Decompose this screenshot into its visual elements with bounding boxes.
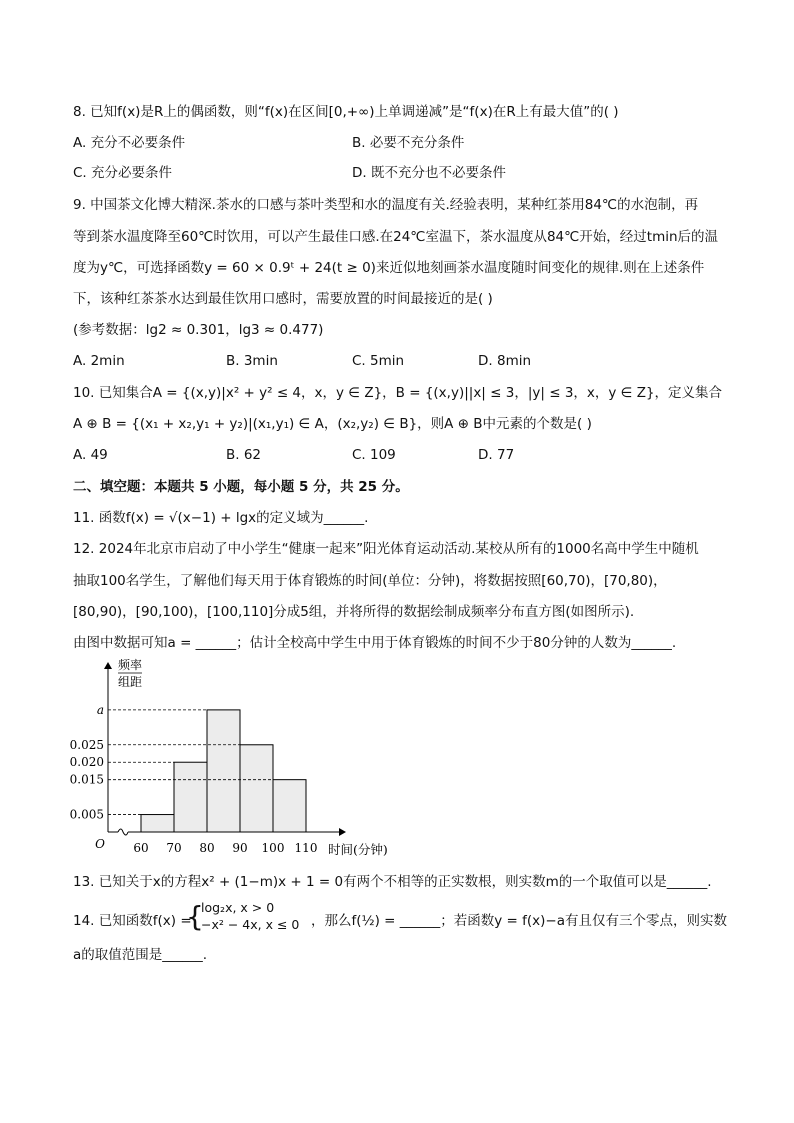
q9-option-d: D. 8min xyxy=(478,353,532,369)
q9-line-4: 下，该种红茶茶水达到最佳饮用口感时，需要放置的时间最接近的是( ) xyxy=(73,291,493,307)
histogram-bar xyxy=(141,815,174,832)
q12-line-4: 由图中数据可知a = ______；估计全校高中学生中用于体育锻炼的时间不少于80分钟的人数为______. xyxy=(73,635,677,651)
q9-line-3: 度为y℃，可选择函数y = 60 × 0.9ᵗ + 24(t ≥ 0)来近似地刻画茶水温度随时间变化的规律.则在上述条件 xyxy=(73,260,705,276)
origin-label: O xyxy=(95,837,105,851)
histogram-bar xyxy=(174,762,207,832)
q14-case-2: −x² − 4x, x ≤ 0 xyxy=(201,917,300,932)
y-axis-label-top: 频率 xyxy=(117,658,143,672)
q10-option-d: D. 77 xyxy=(478,447,515,463)
q14-suffix: ，那么f(½) = ______；若函数y = f(x)−a有且仅有三个零点，则实数 xyxy=(311,913,728,929)
q10-option-c: C. 109 xyxy=(352,447,396,463)
q14-piecewise-brace: { xyxy=(186,900,204,933)
q8-option-d: D. 既不充分也不必要条件 xyxy=(352,165,506,181)
q8-option-c: C. 充分必要条件 xyxy=(73,165,173,181)
q8-option-b: B. 必要不充分条件 xyxy=(352,135,465,151)
q9-option-a: A. 2min xyxy=(73,353,125,369)
q9-line-2: 等到茶水温度降至60℃时饮用，可以产生最佳口感.在24℃室温下，茶水温度从84℃开始，经过tmin后的温 xyxy=(73,229,719,245)
q10-option-a: A. 49 xyxy=(73,447,108,463)
q8-option-a: A. 充分不必要条件 xyxy=(73,135,186,151)
x-tick-label: 110 xyxy=(294,841,318,855)
x-tick-label: 70 xyxy=(166,841,182,855)
y-tick-label: 0.005 xyxy=(69,807,104,822)
x-tick-label: 90 xyxy=(232,841,248,855)
q11-text: 11. 函数f(x) = √(x−1) + lgx的定义域为______. xyxy=(73,510,369,526)
q10-option-b: B. 62 xyxy=(226,447,262,463)
x-tick-label: 100 xyxy=(261,841,285,855)
y-tick-label: 0.025 xyxy=(69,737,104,752)
y-tick-label: 0.020 xyxy=(69,755,104,770)
x-tick-label: 80 xyxy=(199,841,215,855)
section-2-heading: 二、填空题：本题共 5 小题，每小题 5 分，共 25 分。 xyxy=(73,479,409,495)
histogram-bar xyxy=(273,780,306,832)
q14-case-1: log₂x, x > 0 xyxy=(201,900,275,915)
q9-option-c: C. 5min xyxy=(352,353,405,369)
q10-line-1: 10. 已知集合A = {(x,y)|x² + y² ≤ 4，x，y ∈ Z}，B = {(x,y)||x| ≤ 3，|y| ≤ 3，x，y ∈ Z}，定义集合 xyxy=(73,385,723,401)
q12-line-3: [80,90)，[90,100)，[100,110]分成5组，并将所得的数据绘制成频率分布直方图(如图所示). xyxy=(73,604,635,620)
q10-line-2: A ⊕ B = {(x₁ + x₂,y₁ + y₂)|(x₁,y₁) ∈ A，(x₂,y₂) ∈ B}，则A ⊕ B中元素的个数是( ) xyxy=(73,416,592,432)
frequency-histogram xyxy=(69,655,420,870)
y-tick-label: a xyxy=(96,702,104,717)
q8-stem: 8. 已知f(x)是R上的偶函数，则“f(x)在区间[0,+∞)上单调递减”是“f(x)在R上有最大值”的( ) xyxy=(73,104,619,120)
x-axis-label: 时间(分钟) xyxy=(328,842,388,857)
q9-reference-data: (参考数据：lg2 ≈ 0.301，lg3 ≈ 0.477) xyxy=(73,322,324,338)
q9-option-b: B. 3min xyxy=(226,353,278,369)
x-tick-label: 60 xyxy=(133,841,149,855)
histogram-bar xyxy=(207,710,240,832)
q9-line-1: 9. 中国茶文化博大精深.茶水的口感与茶叶类型和水的温度有关.经验表明，某种红茶用84℃的水泡制，再 xyxy=(73,197,699,213)
q14-line-2: a的取值范围是______. xyxy=(73,947,208,963)
y-tick-label: 0.015 xyxy=(69,772,104,787)
y-axis-label-bottom: 组距 xyxy=(117,675,143,689)
q14-prefix: 14. 已知函数f(x) = xyxy=(73,913,192,929)
histogram-bar xyxy=(240,745,273,832)
q12-line-1: 12. 2024年北京市启动了中小学生“健康一起来”阳光体育运动活动.某校从所有的1000名高中学生中随机 xyxy=(73,541,699,557)
q13-text: 13. 已知关于x的方程x² + (1−m)x + 1 = 0有两个不相等的正实数根，则实数m的一个取值可以是______. xyxy=(73,874,712,890)
x-axis-break xyxy=(118,829,128,835)
q12-line-2: 抽取100名学生，了解他们每天用于体育锻炼的时间(单位：分钟)，将数据按照[60,70)，[70,80)， xyxy=(73,573,667,589)
